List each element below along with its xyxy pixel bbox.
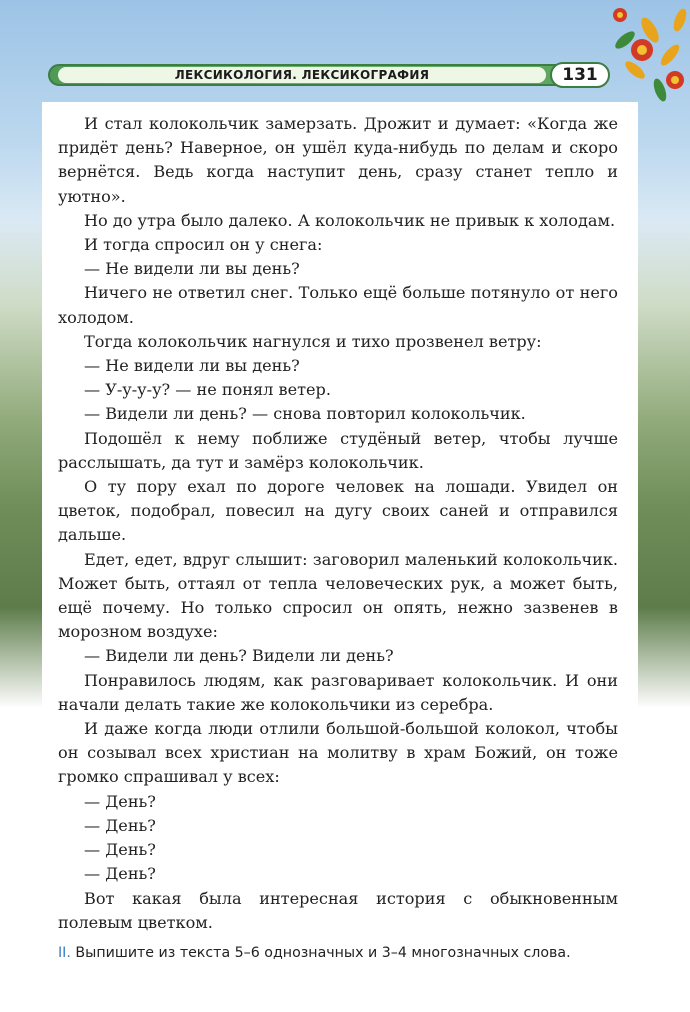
paragraph: И тогда спросил он у снега: bbox=[84, 235, 323, 255]
paragraph: Понравилось людям, как разговаривает колокольчик. И они начали делать такие же колокольчики из серебра. bbox=[58, 670, 618, 714]
paragraph: Ничего не ответил снег. Только ещё больше потянуло от него холодом. bbox=[58, 283, 618, 327]
paragraph: — День? bbox=[84, 864, 156, 884]
paragraph: И стал колокольчик замерзать. Дрожит и думает: «Когда же придёт день? Наверное, он ушёл куда-нибудь по делам и скоро вернётся. Ведь когда наступит день, сразу станет тепло и уютно». bbox=[58, 114, 618, 206]
paragraph: О ту пору ехал по дороге человек на лошади. Увидел он цветок, подобрал, повесил на дугу своих саней и отправился дальше. bbox=[58, 477, 618, 545]
story-text bbox=[58, 112, 618, 935]
page-number: 131 bbox=[550, 62, 610, 88]
task-instruction bbox=[58, 942, 618, 964]
paragraph: Тогда колокольчик нагнулся и тихо прозвенел ветру: bbox=[84, 331, 542, 351]
paragraph: — День? bbox=[84, 815, 156, 835]
paragraph: — Видели ли день? Видели ли день? bbox=[84, 646, 394, 666]
paragraph: — У-у-у-у? — не понял ветер. bbox=[84, 380, 331, 400]
task-number: II. bbox=[58, 945, 71, 961]
paragraph: — Видели ли день? — снова повторил колокольчик. bbox=[84, 404, 526, 424]
paragraph: — День? bbox=[84, 791, 156, 811]
task-text: Выпишите из текста 5–6 однозначных и 3–4 многозначных слова. bbox=[75, 945, 571, 961]
paragraph: Но до утра было далеко. А колокольчик не привык к холодам. bbox=[84, 210, 616, 230]
paragraph: — Не видели ли вы день? bbox=[84, 356, 300, 376]
paragraph: — Не видели ли вы день? bbox=[84, 259, 300, 279]
paragraph: Вот какая была интересная история с обыкновенным полевым цветком. bbox=[58, 888, 618, 932]
section-title: ЛЕКСИКОЛОГИЯ. ЛЕКСИКОГРАФИЯ bbox=[58, 67, 546, 83]
paragraph: — День? bbox=[84, 840, 156, 860]
paragraph: Едет, едет, вдруг слышит: заговорил маленький колокольчик. Может быть, оттаял от тепла человеческих рук, а может быть, ещё почему. Но только спросил он опять, нежно зазвенев в морозном воздухе: bbox=[58, 549, 618, 642]
paragraph: И даже когда люди отлили большой-большой колокол, чтобы он созывал всех христиан на молитву в храм Божий, он тоже громко спрашивал у всех: bbox=[58, 719, 618, 787]
paragraph: Подошёл к нему поближе студёный ветер, чтобы лучше расслышать, да тут и замёрз колокольчик. bbox=[58, 428, 618, 472]
